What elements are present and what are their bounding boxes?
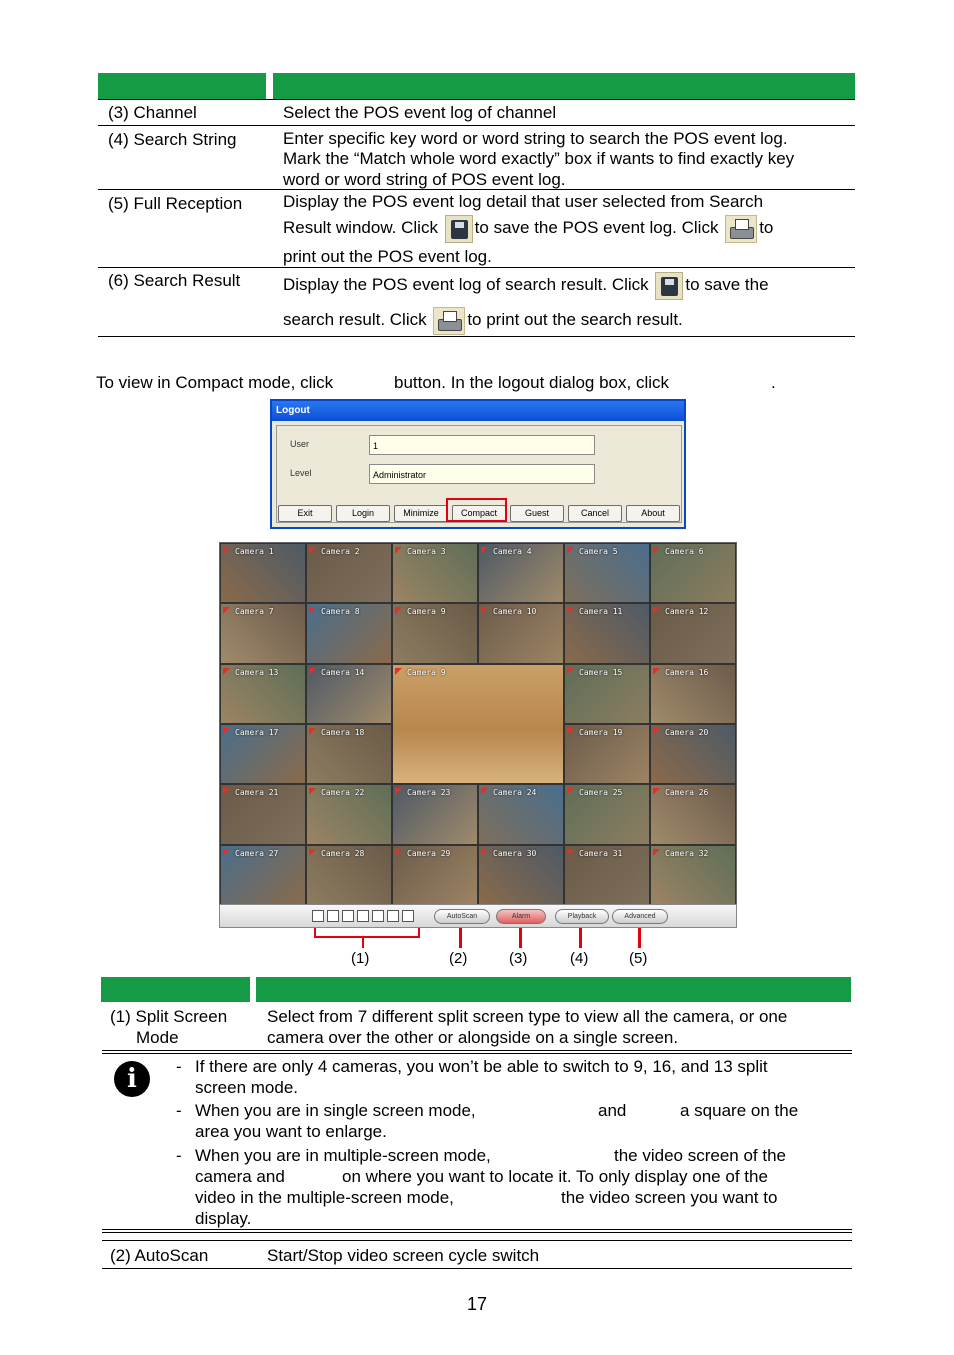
playback-button[interactable]: Playback (555, 909, 609, 924)
advanced-button[interactable]: Advanced (612, 909, 668, 924)
camera-flag-icon (309, 788, 316, 795)
row-search-string-desc-2: Mark the “Match whole word exactly” box if wants to find exactly key (283, 149, 795, 168)
camera-flag-icon (567, 728, 574, 735)
camera-flag-icon (223, 728, 230, 735)
table1-divider (98, 125, 855, 126)
camera-label: Camera 28 (321, 848, 365, 858)
callout-stem-5 (638, 928, 641, 948)
note-2-part-4: area you want to enlarge. (195, 1122, 387, 1141)
camera-flag-icon (481, 849, 488, 856)
camera-tile[interactable] (392, 784, 478, 844)
user-label: User (290, 439, 310, 449)
camera-flag-icon (395, 607, 402, 614)
user-field[interactable]: 1 (369, 435, 595, 455)
callout-stem-3 (519, 928, 522, 948)
callout-5: (5) (629, 950, 648, 967)
camera-label: Camera 15 (579, 667, 623, 677)
camera-flag-icon (309, 728, 316, 735)
note-bottom-rule-1 (102, 1229, 852, 1230)
camera-flag-icon (395, 668, 402, 675)
row-split-screen-name-1: (1) Split Screen (110, 1007, 228, 1026)
callout-4: (4) (570, 950, 589, 967)
camera-flag-icon (223, 849, 230, 856)
text: to save the (685, 275, 769, 294)
camera-label: Camera 7 (235, 607, 274, 617)
camera-label: Camera 12 (665, 607, 709, 617)
camera-tile[interactable] (306, 845, 392, 905)
camera-tile[interactable] (220, 543, 306, 603)
camera-tile[interactable] (478, 784, 564, 844)
camera-tile[interactable] (306, 603, 392, 663)
camera-label: Camera 20 (665, 728, 709, 737)
camera-flag-icon (309, 668, 316, 675)
compact-intro-2: button. In the logout dialog box, click (394, 373, 670, 392)
camera-label: Camera 10 (493, 607, 537, 617)
camera-label: Camera 14 (321, 667, 365, 677)
camera-flag-icon (567, 668, 574, 675)
row-full-reception-desc-3: print out the POS event log. (283, 247, 492, 266)
callout-2: (2) (449, 950, 468, 967)
callout-1: (1) (351, 950, 370, 967)
camera-tile[interactable] (306, 724, 392, 784)
camera-label: Camera 31 (579, 848, 623, 858)
camera-label: Camera 27 (235, 848, 279, 858)
compact-intro-3: . (771, 373, 776, 392)
camera-label: Camera 26 (665, 788, 709, 798)
camera-tile[interactable] (650, 784, 736, 844)
camera-label: Camera 22 (321, 788, 365, 798)
camera-label: Camera 9 (407, 607, 446, 617)
camera-tile[interactable] (650, 543, 736, 603)
note-3-part-3: camera and (195, 1167, 285, 1186)
about-button[interactable]: About (626, 505, 680, 522)
camera-flag-icon (395, 849, 402, 856)
level-label: Level (290, 468, 312, 478)
camera-label: Camera 3 (407, 547, 446, 556)
camera-label: Camera 17 (235, 728, 279, 737)
compact-button[interactable]: Compact (452, 505, 506, 522)
camera-label: Camera 32 (665, 848, 709, 858)
camera-flag-icon (309, 607, 316, 614)
autoscan-button[interactable]: AutoScan (434, 909, 490, 924)
camera-grid (219, 542, 737, 928)
camera-tile[interactable] (564, 845, 650, 905)
camera-tile[interactable] (650, 845, 736, 905)
camera-flag-icon (567, 607, 574, 614)
row-full-reception-desc-2 (283, 212, 773, 244)
camera-tile[interactable] (220, 724, 306, 784)
camera-flag-icon (567, 849, 574, 856)
text: to save the POS event log. Click (474, 218, 724, 237)
camera-flag-icon (481, 607, 488, 614)
camera-flag-icon (653, 607, 660, 614)
row-autoscan-bottom (102, 1268, 852, 1269)
camera-tile[interactable] (564, 724, 650, 784)
note-2-part-2: and (598, 1101, 627, 1120)
minimize-button[interactable]: Minimize (394, 505, 448, 522)
cancel-button[interactable]: Cancel (568, 505, 622, 522)
row-search-result-name: (6) Search Result (108, 271, 241, 290)
row-split-screen-desc-2: camera over the other or alongside on a single screen. (267, 1028, 679, 1047)
text: Display the POS event log of search result. Click (283, 275, 654, 294)
note-dash: - (176, 1057, 182, 1076)
note-3-part-6: the video screen you want to (561, 1188, 778, 1207)
callout-3: (3) (509, 950, 528, 967)
camera-flag-icon (223, 547, 230, 554)
callout-bracket-bottom (314, 936, 420, 938)
table2-header-left (101, 977, 250, 1002)
note-3-part-4: on where you want to locate it. To only display one of the (342, 1167, 768, 1186)
save-icon[interactable] (445, 215, 473, 243)
camera-label: Camera 21 (235, 788, 279, 798)
text: to (759, 218, 774, 237)
note-top-rule-1 (102, 1050, 852, 1051)
callout-bracket-right (418, 928, 420, 938)
camera-flag-icon (223, 668, 230, 675)
row-autoscan-desc: Start/Stop video screen cycle switch (267, 1246, 540, 1265)
camera-tile[interactable] (650, 664, 736, 724)
camera-flag-icon (481, 788, 488, 795)
exit-button[interactable]: Exit (278, 505, 332, 522)
camera-label: Camera 8 (321, 607, 360, 617)
note-2-part-3: a square on the (680, 1101, 799, 1120)
row-search-string-desc-3: word or word string of POS event log. (283, 170, 566, 189)
camera-label: Camera 18 (321, 728, 365, 737)
camera-tile[interactable] (650, 603, 736, 663)
alarm-button[interactable]: Alarm (496, 909, 546, 924)
camera-label: Camera 24 (493, 788, 537, 798)
text: to print out the search result. (467, 310, 683, 329)
camera-flag-icon (653, 788, 660, 795)
callout-stem-4 (579, 928, 582, 948)
text: search result. Click (283, 310, 432, 329)
camera-tile[interactable] (306, 784, 392, 844)
camera-tile[interactable] (650, 724, 736, 784)
note-bottom-rule-2 (102, 1232, 852, 1233)
camera-tile[interactable] (564, 784, 650, 844)
compact-highlight-box (446, 498, 507, 522)
camera-flag-icon (395, 788, 402, 795)
camera-label: Camera 5 (579, 547, 618, 556)
table1-divider (98, 189, 855, 190)
camera-label: Camera 23 (407, 788, 451, 798)
camera-label: Camera 19 (579, 728, 623, 737)
info-icon: i (114, 1061, 150, 1097)
note-2-part-1: When you are in single screen mode, (195, 1101, 476, 1120)
compact-toolbar (219, 904, 737, 928)
camera-flag-icon (653, 849, 660, 856)
note-3-part-7: display. (195, 1209, 252, 1228)
note-3-part-2: the video screen of the (614, 1146, 787, 1165)
camera-tile[interactable] (220, 784, 306, 844)
note-dash: - (176, 1101, 182, 1120)
level-field[interactable]: Administrator (369, 464, 595, 484)
camera-flag-icon (653, 728, 660, 735)
camera-flag-icon (653, 547, 660, 554)
split-4-icon[interactable] (327, 910, 339, 922)
row-autoscan-top (102, 1240, 852, 1241)
camera-tile[interactable] (392, 603, 478, 663)
camera-label: Camera 1 (235, 547, 274, 556)
camera-flag-icon (223, 607, 230, 614)
table1-divider (98, 267, 855, 268)
print-icon[interactable] (725, 215, 757, 243)
row-search-result-desc-2 (283, 304, 683, 336)
row-search-result-desc-1 (283, 269, 769, 301)
camera-label: Camera 9 (407, 667, 446, 677)
dialog-title: Logout (272, 401, 684, 421)
camera-tile[interactable] (478, 603, 564, 663)
camera-tile[interactable] (220, 664, 306, 724)
camera-flag-icon (223, 788, 230, 795)
camera-flag-icon (395, 547, 402, 554)
split-16-icon[interactable] (372, 910, 384, 922)
row-channel-name: (3) Channel (108, 103, 197, 122)
camera-flag-icon (309, 547, 316, 554)
camera-tile[interactable] (220, 603, 306, 663)
camera-flag-icon (653, 668, 660, 675)
camera-label: Camera 16 (665, 667, 709, 677)
table1-header-right (273, 73, 855, 99)
split-32-icon[interactable] (402, 910, 414, 922)
camera-label: Camera 6 (665, 547, 704, 556)
row-full-reception-desc-1: Display the POS event log detail that user selected from Search (283, 192, 764, 211)
camera-tile[interactable] (478, 845, 564, 905)
note-3-part-1: When you are in multiple-screen mode, (195, 1146, 491, 1165)
camera-label: Camera 13 (235, 667, 279, 677)
print-icon[interactable] (433, 307, 465, 335)
note-1-line-2: screen mode. (195, 1078, 298, 1097)
row-full-reception-name: (5) Full Reception (108, 194, 243, 213)
camera-label: Camera 25 (579, 788, 623, 798)
split-13-icon[interactable] (357, 910, 369, 922)
callout-stem-2 (459, 928, 462, 948)
camera-flag-icon (481, 547, 488, 554)
row-split-screen-desc-1: Select from 7 different split screen type to view all the camera, or one (267, 1007, 788, 1026)
save-icon[interactable] (655, 272, 683, 300)
row-split-screen-name-2: Mode (136, 1028, 179, 1047)
note-1-line-1: If there are only 4 cameras, you won’t be able to switch to 9, 16, and 13 split (195, 1057, 768, 1076)
camera-tile[interactable] (392, 845, 478, 905)
camera-tile[interactable] (392, 543, 478, 603)
table1-header-left (98, 73, 266, 99)
camera-label: Camera 4 (493, 547, 532, 556)
camera-tile[interactable] (220, 845, 306, 905)
camera-flag-icon (567, 788, 574, 795)
callout-stem-1 (362, 937, 364, 948)
split-9-icon[interactable] (342, 910, 354, 922)
camera-tile[interactable] (564, 664, 650, 724)
split-20-icon[interactable] (387, 910, 399, 922)
text: Result window. Click (283, 218, 443, 237)
table1-header-underline (98, 99, 855, 100)
page-number: 17 (467, 1294, 488, 1314)
note-3-part-5: video in the multiple-screen mode, (195, 1188, 454, 1207)
camera-label: Camera 30 (493, 848, 537, 858)
table1-bottom (98, 336, 855, 337)
note-top-rule-2 (102, 1053, 852, 1054)
note-dash: - (176, 1146, 182, 1165)
row-channel-desc: Select the POS event log of channel (283, 103, 557, 122)
table2-header-right (256, 977, 851, 1002)
login-button[interactable]: Login (336, 505, 390, 522)
camera-tile[interactable] (564, 543, 650, 603)
camera-tile[interactable] (478, 543, 564, 603)
camera-flag-icon (567, 547, 574, 554)
split-1-icon[interactable] (312, 910, 324, 922)
guest-button[interactable]: Guest (510, 505, 564, 522)
camera-flag-icon (309, 849, 316, 856)
camera-tile[interactable] (306, 543, 392, 603)
camera-tile[interactable] (306, 664, 392, 724)
camera-tile[interactable] (392, 664, 564, 785)
row-search-string-name: (4) Search String (108, 130, 237, 149)
camera-label: Camera 11 (579, 607, 623, 617)
camera-label: Camera 2 (321, 547, 360, 556)
row-search-string-desc-1: Enter specific key word or word string to search the POS event log. (283, 129, 788, 148)
camera-tile[interactable] (564, 603, 650, 663)
row-autoscan-name: (2) AutoScan (110, 1246, 209, 1265)
camera-label: Camera 29 (407, 848, 451, 858)
compact-intro-1: To view in Compact mode, click (96, 373, 334, 392)
